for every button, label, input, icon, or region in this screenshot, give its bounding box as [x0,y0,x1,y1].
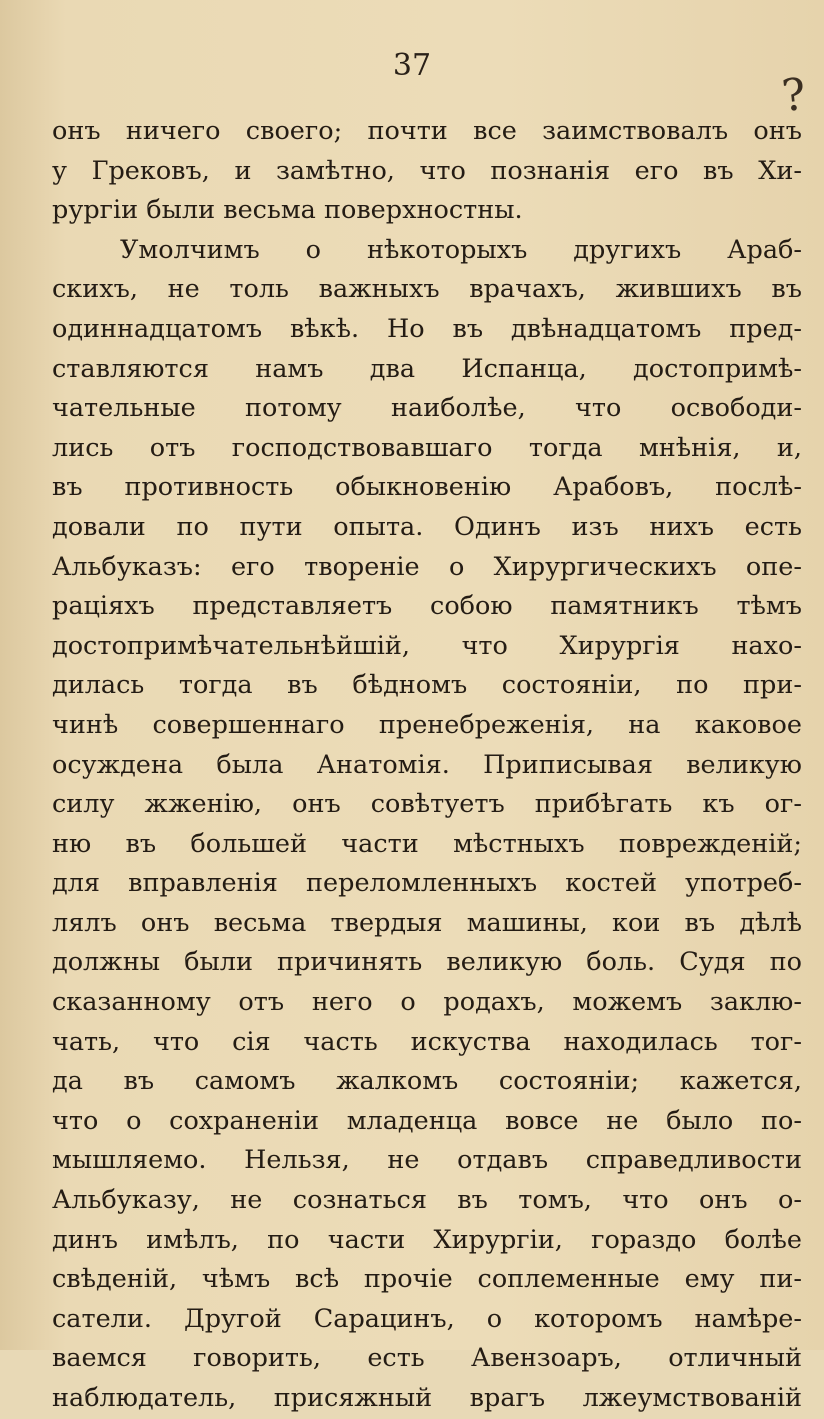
text-line: дилась тогда въ бѣдномъ состояніи, по при- [52,670,802,701]
text-line: наблюдатель, присяжный врагъ лжеумствованій [52,1383,802,1413]
text-line: лись отъ господствовавшаго тогда мнѣнія, и, [52,432,802,463]
text-line: лялъ онъ весьма твердыя машины, кои въ дѣлѣ [52,907,802,938]
text-line: у Грековъ, и замѣтно, что познанія его въ Хи- [52,155,802,186]
page-number: 37 [392,48,432,83]
text-line: чать, что сія часть искуства находилась тог- [52,1026,802,1057]
text-line: онъ ничего своего; почти все заимствовалъ онъ [52,116,802,146]
text-line: для вправленія переломленныхъ костей употреб- [52,868,802,899]
text-line: сказанному отъ него о родахъ, можемъ заклю- [52,987,802,1018]
paragraph-start-line: Умолчимъ о нѣкоторыхъ другихъ Араб- [120,234,802,265]
text-line: довали по пути опыта. Одинъ изъ нихъ есть [52,511,802,542]
text-line: достопримѣчательнѣйшій, что Хирургія нахо- [52,630,802,661]
text-line: ню въ большей части мѣстныхъ поврежденій; [52,828,802,859]
text-line: должны были причинять великую боль. Судя по [52,947,802,978]
text-line: сатели. Другой Сарацинъ, о которомъ намѣре- [52,1303,802,1334]
text-line: Альбуказъ: его твореніе о Хирургическихъ опе- [52,551,802,582]
text-line: чинѣ совершеннаго пренебреженія, на каковое [52,709,802,740]
text-line: въ противность обыкновенію Арабовъ, послѣ- [52,472,802,503]
text-line: осуждена была Анатомія. Приписывая великую [52,749,802,780]
text-line: одиннадцатомъ вѣкѣ. Но въ двѣнадцатомъ пред- [52,313,802,344]
text-line: Альбуказу, не сознаться въ томъ, что онъ о- [52,1185,802,1216]
text-line: свѣденій, чѣмъ всѣ прочіе соплеменные ему пи- [52,1264,802,1295]
text-line: динъ имѣлъ, по части Хирургіи, гораздо болѣе [52,1224,802,1255]
text-line: что о сохраненіи младенца вовсе не было по- [52,1105,802,1136]
margin-question-mark: ? [779,68,809,123]
text-line: скихъ, не толь важныхъ врачахъ, жившихъ въ [52,274,802,305]
text-line: да въ самомъ жалкомъ состояніи; кажется, [52,1066,802,1097]
text-line: силу жженію, онъ совѣтуетъ прибѣгать къ ог- [52,789,802,820]
text-line: раціяхъ представляетъ собою памятникъ тѣмъ [52,591,802,622]
text-line: ваемся говорить, есть Авензоаръ, отличный [52,1343,802,1374]
text-line: чательные потому наиболѣе, что освободи- [52,393,802,424]
text-line: ставляются намъ два Испанца, достопримѣ- [52,353,802,384]
text-line: рургіи были весьма поверхностны. [52,195,523,226]
body-text [52,112,802,1419]
text-line: мышляемо. Нельзя, не отдавъ справедливости [52,1145,802,1176]
